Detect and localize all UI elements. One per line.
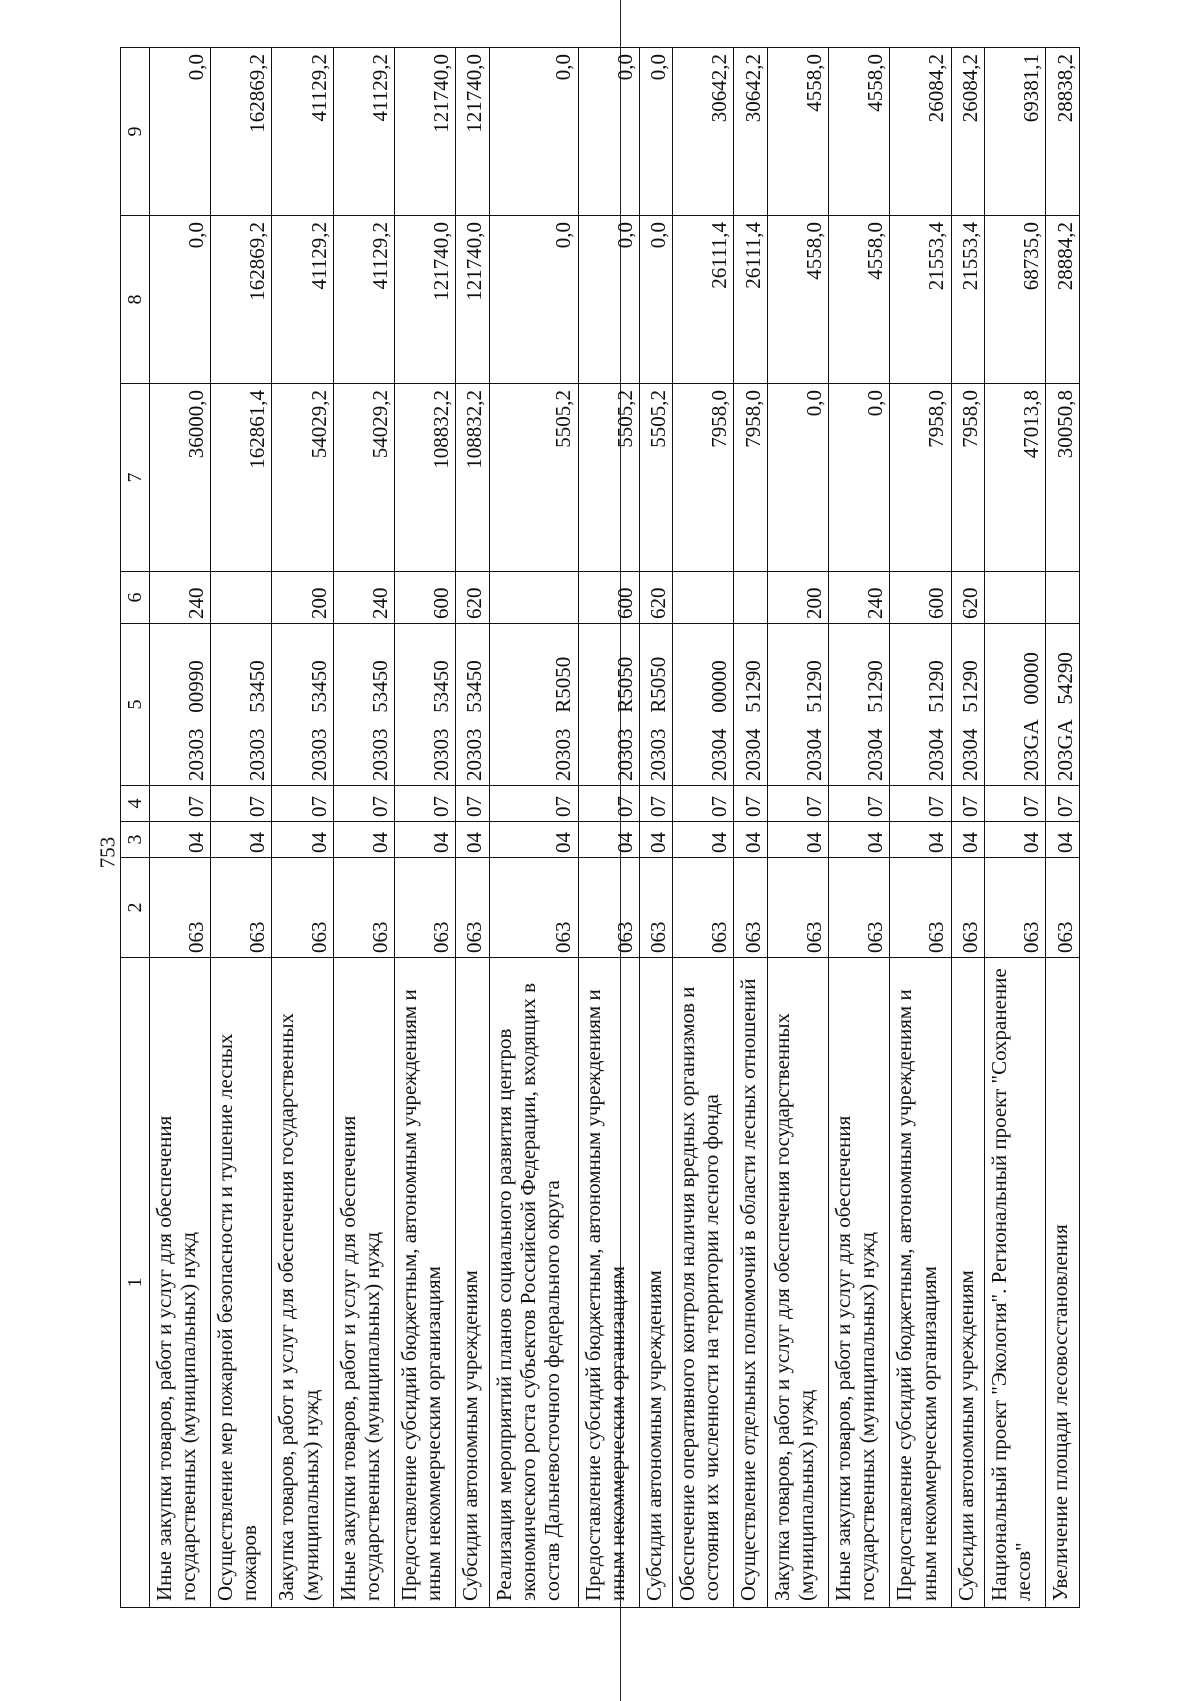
expense-type-cell [985, 572, 1046, 624]
row-name-cell: Предоставление субсидий бюджетным, автономным учреждениям и иным некоммерческим организациям [394, 958, 455, 1608]
section-cell: 04 [394, 822, 455, 858]
header-cell: 1 [121, 958, 150, 1608]
row-name-cell: Реализация мероприятий планов социального развития центров экономического роста субъектов Российской Федерации, входящих в состав Дальневосточного федерального округа [489, 958, 578, 1608]
target-article-cell [829, 624, 890, 786]
amount-col9-cell: 4558,0 [829, 48, 890, 216]
amount-col8-cell: 21553,4 [890, 216, 951, 384]
expense-type-cell: 620 [456, 572, 489, 624]
expense-type-cell: 240 [829, 572, 890, 624]
header-cell: 8 [121, 216, 150, 384]
amount-col7-cell: 54029,2 [333, 384, 394, 572]
target-article-part1: 20303 [428, 728, 453, 781]
target-article-part2: 51290 [802, 660, 827, 713]
row-name-cell: Иные закупки товаров, работ и услуг для обеспечения государственных (муниципальных) нужд [150, 958, 211, 1608]
amount-col8-cell: 41129,2 [272, 216, 333, 384]
admin-code-cell: 063 [1046, 858, 1080, 958]
expense-type-cell [673, 572, 734, 624]
subsection-cell: 07 [211, 786, 272, 822]
row-name-cell: Увеличение площади лесовосстановления [1046, 958, 1080, 1608]
target-article-cell [767, 624, 828, 786]
admin-code-cell: 063 [578, 858, 639, 958]
target-article-part1: 20303 [646, 728, 671, 781]
header-cell: 9 [121, 48, 150, 216]
section-cell: 04 [951, 822, 984, 858]
header-row [121, 48, 150, 1608]
target-article-part1: 20304 [957, 728, 982, 781]
amount-col9-cell: 41129,2 [333, 48, 394, 216]
expense-type-cell [1046, 572, 1080, 624]
section-cell: 04 [272, 822, 333, 858]
header-cell: 6 [121, 572, 150, 624]
amount-col7-cell: 36000,0 [150, 384, 211, 572]
header-cell: 3 [121, 822, 150, 858]
table-row [456, 48, 489, 1608]
row-name-cell: Осуществление отдельных полномочий в области лесных отношений [734, 958, 767, 1608]
target-article-part2: 53450 [462, 660, 487, 713]
target-article-part2: 00000 [707, 660, 732, 713]
section-cell: 04 [734, 822, 767, 858]
amount-col8-cell: 0,0 [489, 216, 578, 384]
subsection-cell: 07 [272, 786, 333, 822]
amount-col9-cell: 30642,2 [673, 48, 734, 216]
admin-code-cell: 063 [767, 858, 828, 958]
admin-code-cell: 063 [489, 858, 578, 958]
section-cell: 04 [767, 822, 828, 858]
target-article-part1: 20303 [184, 728, 209, 781]
section-cell: 04 [578, 822, 639, 858]
row-name-cell: Субсидии автономным учреждениям [639, 958, 672, 1608]
target-article-part2: R5050 [646, 656, 671, 713]
admin-code-cell: 063 [639, 858, 672, 958]
target-article-part2: 53450 [367, 660, 392, 713]
admin-code-cell: 063 [394, 858, 455, 958]
table-row [489, 48, 578, 1608]
header-cell: 4 [121, 786, 150, 822]
amount-col7-cell: 5505,2 [578, 384, 639, 572]
table-row [578, 48, 639, 1608]
row-name-cell: Национальный проект "Экология". Региональный проект "Сохранение лесов" [985, 958, 1046, 1608]
section-cell: 04 [489, 822, 578, 858]
expense-type-cell: 200 [272, 572, 333, 624]
target-article-part1: 20303 [245, 728, 270, 781]
header-cell: 5 [121, 624, 150, 786]
expense-type-cell: 620 [639, 572, 672, 624]
subsection-cell: 07 [985, 786, 1046, 822]
target-article-part2: 51290 [863, 660, 888, 713]
amount-col7-cell: 162861,4 [211, 384, 272, 572]
target-article-cell [951, 624, 984, 786]
amount-col8-cell: 4558,0 [767, 216, 828, 384]
amount-col8-cell: 0,0 [639, 216, 672, 384]
section-cell: 04 [150, 822, 211, 858]
row-name-cell: Иные закупки товаров, работ и услуг для обеспечения государственных (муниципальных) нужд [829, 958, 890, 1608]
target-article-part2: R5050 [551, 656, 576, 713]
amount-col9-cell: 0,0 [150, 48, 211, 216]
expense-type-cell: 200 [767, 572, 828, 624]
row-name-cell: Закупка товаров, работ и услуг для обеспечения государственных (муниципальных) нужд [767, 958, 828, 1608]
table-row [829, 48, 890, 1608]
amount-col8-cell: 26111,4 [673, 216, 734, 384]
section-cell: 04 [639, 822, 672, 858]
row-name-cell: Предоставление субсидий бюджетным, автономным учреждениям и иным некоммерческим организациям [578, 958, 639, 1608]
target-article-part2: 51290 [924, 660, 949, 713]
amount-col7-cell: 7958,0 [673, 384, 734, 572]
table-row [951, 48, 984, 1608]
header-cell: 2 [121, 858, 150, 958]
expense-type-cell [489, 572, 578, 624]
subsection-cell: 07 [951, 786, 984, 822]
section-cell: 04 [985, 822, 1046, 858]
table-row [1046, 48, 1080, 1608]
row-name-cell: Осуществление мер пожарной безопасности и тушение лесных пожаров [211, 958, 272, 1608]
section-cell: 04 [211, 822, 272, 858]
subsection-cell: 07 [1046, 786, 1080, 822]
amount-col7-cell: 0,0 [767, 384, 828, 572]
target-article-part1: 20303 [612, 728, 637, 781]
admin-code-cell: 063 [734, 858, 767, 958]
target-article-cell [272, 624, 333, 786]
table-row [333, 48, 394, 1608]
amount-col7-cell: 7958,0 [951, 384, 984, 572]
row-name-cell: Иные закупки товаров, работ и услуг для обеспечения государственных (муниципальных) нужд [333, 958, 394, 1608]
subsection-cell: 07 [489, 786, 578, 822]
target-article-part2: 53450 [428, 660, 453, 713]
amount-col7-cell: 47013,8 [985, 384, 1046, 572]
target-article-part2: 54290 [1052, 652, 1077, 705]
rotated-table-container [120, 48, 1080, 1608]
amount-col8-cell: 0,0 [150, 216, 211, 384]
amount-col9-cell: 4558,0 [767, 48, 828, 216]
amount-col9-cell: 0,0 [578, 48, 639, 216]
amount-col8-cell: 21553,4 [951, 216, 984, 384]
section-cell: 04 [1046, 822, 1080, 858]
target-article-part2: R5050 [612, 656, 637, 713]
table-row [673, 48, 734, 1608]
amount-col8-cell: 121740,0 [394, 216, 455, 384]
table-row [394, 48, 455, 1608]
admin-code-cell: 063 [333, 858, 394, 958]
subsection-cell: 07 [578, 786, 639, 822]
admin-code-cell: 063 [673, 858, 734, 958]
expense-type-cell: 600 [578, 572, 639, 624]
amount-col9-cell: 30642,2 [734, 48, 767, 216]
expense-type-cell: 600 [890, 572, 951, 624]
amount-col8-cell: 26111,4 [734, 216, 767, 384]
target-article-cell [333, 624, 394, 786]
table-row [890, 48, 951, 1608]
amount-col7-cell: 5505,2 [489, 384, 578, 572]
subsection-cell: 07 [673, 786, 734, 822]
table-row [211, 48, 272, 1608]
subsection-cell: 07 [767, 786, 828, 822]
amount-col7-cell: 30050,8 [1046, 384, 1080, 572]
section-cell: 04 [456, 822, 489, 858]
target-article-cell [150, 624, 211, 786]
subsection-cell: 07 [639, 786, 672, 822]
expense-type-cell: 240 [333, 572, 394, 624]
target-article-part1: 203GA [1019, 720, 1044, 781]
target-article-part1: 20304 [802, 728, 827, 781]
amount-col8-cell: 162869,2 [211, 216, 272, 384]
subsection-cell: 07 [890, 786, 951, 822]
admin-code-cell: 063 [890, 858, 951, 958]
target-article-part2: 00000 [1019, 652, 1044, 705]
target-article-cell [1046, 624, 1080, 786]
table-row [150, 48, 211, 1608]
table-row [985, 48, 1046, 1608]
page-number: 753 [95, 836, 120, 869]
target-article-cell [489, 624, 578, 786]
row-name-cell: Субсидии автономным учреждениям [456, 958, 489, 1608]
target-article-part1: 20304 [707, 728, 732, 781]
amount-col8-cell: 0,0 [578, 216, 639, 384]
budget-table [120, 47, 1080, 1608]
target-article-part2: 00990 [184, 660, 209, 713]
amount-col7-cell: 54029,2 [272, 384, 333, 572]
amount-col9-cell: 41129,2 [272, 48, 333, 216]
expense-type-cell [211, 572, 272, 624]
target-article-part2: 51290 [957, 660, 982, 713]
target-article-cell [985, 624, 1046, 786]
subsection-cell: 07 [394, 786, 455, 822]
target-article-cell [890, 624, 951, 786]
subsection-cell: 07 [829, 786, 890, 822]
amount-col9-cell: 121740,0 [394, 48, 455, 216]
section-cell: 04 [890, 822, 951, 858]
amount-col7-cell: 108832,2 [394, 384, 455, 572]
amount-col7-cell: 0,0 [829, 384, 890, 572]
target-article-cell [211, 624, 272, 786]
admin-code-cell: 063 [150, 858, 211, 958]
row-name-cell: Обеспечение оперативного контроля наличия вредных организмов и состояния их численности на территории лесного фонда [673, 958, 734, 1608]
amount-col9-cell: 0,0 [639, 48, 672, 216]
amount-col8-cell: 121740,0 [456, 216, 489, 384]
target-article-cell [639, 624, 672, 786]
section-cell: 04 [829, 822, 890, 858]
amount-col7-cell: 7958,0 [890, 384, 951, 572]
target-article-part1: 20304 [740, 728, 765, 781]
admin-code-cell: 063 [951, 858, 984, 958]
row-name-cell: Закупка товаров, работ и услуг для обеспечения государственных (муниципальных) нужд [272, 958, 333, 1608]
amount-col9-cell: 121740,0 [456, 48, 489, 216]
subsection-cell: 07 [333, 786, 394, 822]
amount-col8-cell: 28884,2 [1046, 216, 1080, 384]
target-article-part1: 20303 [551, 728, 576, 781]
expense-type-cell: 620 [951, 572, 984, 624]
amount-col9-cell: 26084,2 [890, 48, 951, 216]
amount-col9-cell: 0,0 [489, 48, 578, 216]
header-cell: 7 [121, 384, 150, 572]
target-article-part1: 20304 [924, 728, 949, 781]
expense-type-cell [734, 572, 767, 624]
table-row [734, 48, 767, 1608]
amount-col7-cell: 5505,2 [639, 384, 672, 572]
target-article-part1: 20303 [367, 728, 392, 781]
subsection-cell: 07 [150, 786, 211, 822]
admin-code-cell: 063 [456, 858, 489, 958]
subsection-cell: 07 [734, 786, 767, 822]
admin-code-cell: 063 [985, 858, 1046, 958]
target-article-cell [394, 624, 455, 786]
amount-col8-cell: 4558,0 [829, 216, 890, 384]
section-cell: 04 [333, 822, 394, 858]
target-article-part1: 20303 [306, 728, 331, 781]
table-row [639, 48, 672, 1608]
table-row [767, 48, 828, 1608]
target-article-part1: 20304 [863, 728, 888, 781]
row-name-cell: Предоставление субсидий бюджетным, автономным учреждениям и иным некоммерческим организациям [890, 958, 951, 1608]
amount-col9-cell: 162869,2 [211, 48, 272, 216]
admin-code-cell: 063 [211, 858, 272, 958]
target-article-part2: 51290 [740, 660, 765, 713]
amount-col9-cell: 69381,1 [985, 48, 1046, 216]
expense-type-cell: 240 [150, 572, 211, 624]
row-name-cell: Субсидии автономным учреждениям [951, 958, 984, 1608]
admin-code-cell: 063 [272, 858, 333, 958]
amount-col9-cell: 26084,2 [951, 48, 984, 216]
target-article-part1: 20303 [462, 728, 487, 781]
target-article-cell [734, 624, 767, 786]
target-article-cell [578, 624, 639, 786]
table-row [272, 48, 333, 1608]
target-article-cell [673, 624, 734, 786]
admin-code-cell: 063 [829, 858, 890, 958]
target-article-part1: 203GA [1052, 720, 1077, 781]
amount-col7-cell: 108832,2 [456, 384, 489, 572]
subsection-cell: 07 [456, 786, 489, 822]
expense-type-cell: 600 [394, 572, 455, 624]
target-article-part2: 53450 [306, 660, 331, 713]
section-cell: 04 [673, 822, 734, 858]
amount-col8-cell: 41129,2 [333, 216, 394, 384]
target-article-cell [456, 624, 489, 786]
amount-col8-cell: 68735,0 [985, 216, 1046, 384]
amount-col7-cell: 7958,0 [734, 384, 767, 572]
amount-col9-cell: 28838,2 [1046, 48, 1080, 216]
target-article-part2: 53450 [245, 660, 270, 713]
